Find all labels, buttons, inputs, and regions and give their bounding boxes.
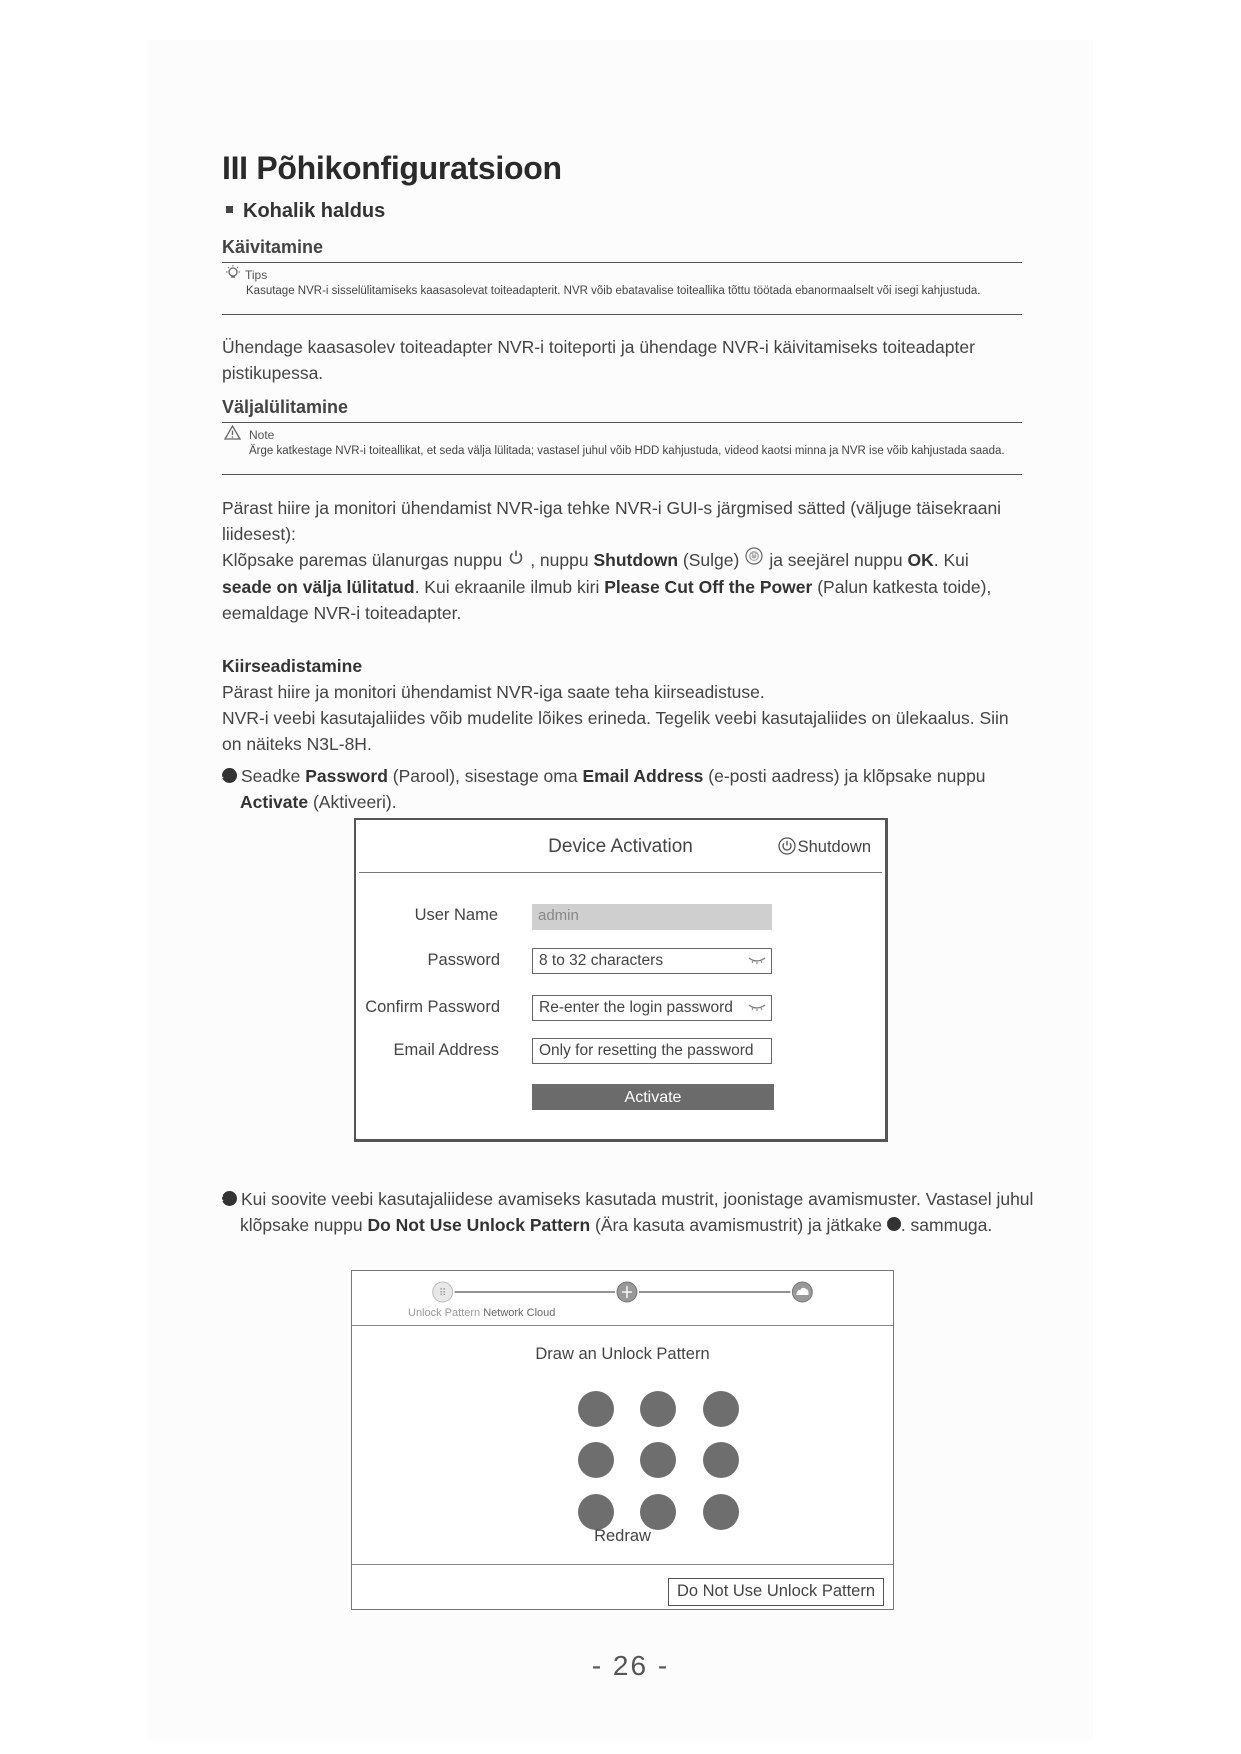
startup-paragraph: Ühendage kaasasolev toiteadapter NVR-i toiteporti ja ühendage NVR-i käivitamiseks toiteadapter pistikupessa.	[222, 337, 975, 383]
step-1-paragraph: 1 Seadke Password (Parool), sisestage oma Email Address (e-posti aadress) ja klõpsake nuppu Activate (Aktiveeri).	[217, 766, 986, 812]
unlock-pattern-dialog	[351, 1270, 894, 1610]
activate-button[interactable]: Activate	[532, 1084, 774, 1110]
dialog-divider	[352, 1564, 893, 1565]
quick-setup-heading: Kiirseadistamine	[222, 656, 363, 676]
quick-setup-paragraph-1: Pärast hiire ja monitori ühendamist NVR-iga saate teha kiirseadistuse.	[222, 682, 765, 702]
stepper-labels	[408, 1307, 555, 1319]
shutdown-paragraph-2: Klõpsake paremas ülanurgas nuppu , nuppu Shutdown (Sulge) ja seejärel nuppu OK. Kui seade on välja lülitatud. Kui ekraanile ilmub kiri Please Cut Off the Power (Palun katkesta toide), eemaldage NVR-i toiteadapter.	[222, 547, 1022, 626]
password-label: Password	[427, 951, 500, 969]
quick-setup-paragraph-2: NVR-i veebi kasutajaliides võib mudelite lõikes erineda. Tegelik veebi kasutajaliides on ülekaalus. Siin on näiteks N3L-8H.	[222, 708, 1009, 754]
confirm-password-input[interactable]	[532, 995, 772, 1021]
step-number-badge: 2	[222, 1191, 237, 1206]
dialog-title: Device Activation	[548, 836, 693, 857]
shutdown-circle-icon	[745, 546, 763, 572]
step-label-unlock-pattern: Unlock Pattern	[408, 1307, 481, 1319]
pattern-dot[interactable]	[703, 1494, 739, 1530]
note-label: Note	[249, 428, 275, 442]
step-2-paragraph: 2 Kui soovite veebi kasutajaliidese avamiseks kasutada mustrit, joonistage avamismuster. Vastasel juhul klõpsake nuppu Do Not Use Unlock Pattern (Ära kasuta avamismustrit) ja jätkake 3 . sammuga.	[217, 1189, 1034, 1235]
subsection-title-text: Kohalik haldus	[243, 200, 386, 222]
email-address-input[interactable]: Only for resetting the password	[532, 1038, 772, 1064]
section-title: III Põhikonfiguratsioon	[222, 150, 562, 186]
page-number: - 26 -	[591, 1650, 670, 1681]
pattern-title: Draw an Unlock Pattern	[535, 1345, 710, 1363]
pattern-dot[interactable]	[640, 1391, 676, 1427]
redraw-button[interactable]: Redraw	[594, 1527, 651, 1545]
pattern-dot[interactable]	[640, 1442, 676, 1478]
device-activation-dialog	[354, 818, 888, 1142]
step-label-cloud: Cloud	[526, 1307, 556, 1319]
shutdown-button[interactable]	[778, 838, 871, 857]
lightbulb-icon	[224, 264, 242, 287]
divider	[222, 262, 1022, 263]
password-input[interactable]	[532, 948, 772, 974]
tip-text: Kasutage NVR-i sisselülitamiseks kaasasolevat toiteadapterit. NVR võib ebatavalise toiteallika tõttu töötada ebanormaalselt või isegi kahjustuda.	[246, 285, 981, 297]
pattern-dot[interactable]	[640, 1494, 676, 1530]
confirm-password-placeholder: Re-enter the login password	[539, 999, 733, 1016]
note-text: Ärge katkestage NVR-i toiteallikat, et seda välja lülitada; vastasel juhul võib HDD kahjustuda, videod kaotsi minna ja NVR ise võib kahjustada saada.	[249, 445, 1005, 457]
bullet-square-icon	[226, 206, 233, 213]
pattern-dot[interactable]	[578, 1442, 614, 1478]
power-icon	[508, 546, 524, 572]
power-icon	[778, 837, 796, 855]
divider	[222, 422, 1022, 423]
startup-heading: Käivitamine	[222, 237, 324, 257]
divider	[222, 474, 1022, 475]
dialog-divider	[359, 872, 882, 873]
user-name-field: admin	[532, 904, 772, 930]
hide-password-icon[interactable]	[748, 955, 766, 965]
dialog-divider	[352, 1325, 893, 1326]
pattern-dot[interactable]	[578, 1391, 614, 1427]
hide-password-icon[interactable]	[748, 1002, 766, 1012]
divider	[222, 314, 1022, 315]
shutdown-label: Shutdown	[797, 838, 871, 856]
svg-text:⠿: ⠿	[439, 1288, 447, 1300]
do-not-use-unlock-pattern-button[interactable]: Do Not Use Unlock Pattern	[668, 1578, 884, 1606]
tip-label: Tips	[245, 268, 268, 282]
email-address-label: Email Address	[393, 1041, 499, 1059]
pattern-dot[interactable]	[578, 1494, 614, 1530]
warning-icon	[224, 425, 241, 445]
password-placeholder: 8 to 32 characters	[539, 952, 664, 969]
step-reference-badge: 3	[887, 1217, 901, 1231]
pattern-dot[interactable]	[703, 1391, 739, 1427]
confirm-password-label: Confirm Password	[365, 998, 500, 1016]
step-label-network: Network	[483, 1307, 524, 1319]
pattern-dot[interactable]	[703, 1442, 739, 1478]
subsection-title	[226, 200, 385, 223]
step-number-badge: 1	[222, 768, 237, 783]
shutdown-heading: Väljalülitamine	[222, 397, 349, 417]
user-name-label: User Name	[414, 906, 498, 924]
shutdown-paragraph-1: Pärast hiire ja monitori ühendamist NVR-iga tehke NVR-i GUI-s järgmised sätted (väljuge täisekraani liidesest):	[222, 498, 1002, 544]
